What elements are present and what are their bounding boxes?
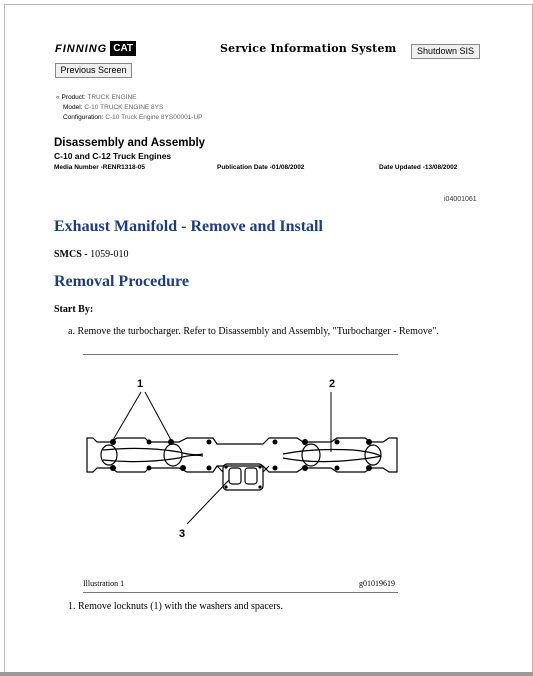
section-heading: Removal Procedure: [54, 273, 189, 290]
logo-text: FINNING: [55, 42, 108, 55]
bottom-border: [0, 672, 533, 676]
back-arrow-icon[interactable]: «: [56, 94, 60, 101]
model-value[interactable]: C-10 TRUCK ENGINE 8YS: [84, 104, 164, 111]
publication-date: Publication Date -01/08/2002: [217, 164, 305, 171]
configuration-key: Configuration:: [63, 114, 104, 121]
product-value[interactable]: TRUCK ENGINE: [87, 94, 137, 101]
model-row: [63, 104, 163, 111]
date-updated: Date Updated -13/08/2002: [379, 164, 458, 171]
product-row: [56, 94, 136, 101]
start-by-label: Start By:: [54, 304, 94, 315]
document-subtitle: C-10 and C-12 Truck Engines: [54, 151, 172, 161]
illustration-label: Illustration 1: [83, 579, 125, 588]
media-number: Media Number -RENR1318-05: [54, 164, 146, 171]
smcs-code: 1059-010: [90, 249, 129, 260]
finning-cat-logo: [55, 41, 136, 56]
document-title: Disassembly and Assembly: [54, 137, 206, 149]
product-key: Product:: [61, 94, 86, 101]
exhaust-manifold-illustration: [83, 372, 403, 550]
callout-3: 3: [179, 528, 186, 540]
system-title: Service Information System: [220, 42, 397, 55]
configuration-value[interactable]: C-10 Truck Engine 8YS00001-UP: [105, 114, 203, 121]
illustration-bottom-rule: [83, 592, 398, 593]
page-heading: Exhaust Manifold - Remove and Install: [54, 218, 323, 235]
model-key: Model:: [63, 104, 83, 111]
callout-2: 2: [329, 378, 336, 390]
document-id: i04001061: [444, 196, 477, 203]
illustration-id: g01019619: [359, 579, 395, 588]
smcs-line: [54, 249, 128, 260]
step-1: 1. Remove locknuts (1) with the washers and spacers.: [68, 601, 283, 612]
previous-screen-button[interactable]: Previous Screen: [55, 63, 132, 78]
shutdown-sis-button[interactable]: Shutdown SIS: [411, 44, 480, 59]
cat-badge: CAT: [110, 41, 136, 56]
step-a: a. Remove the turbocharger. Refer to Disassembly and Assembly, "Turbocharger - Remove".: [68, 326, 439, 337]
smcs-label: SMCS -: [54, 249, 88, 260]
illustration-top-rule: [83, 354, 398, 355]
callout-1: 1: [137, 378, 144, 390]
configuration-row: [63, 114, 203, 121]
